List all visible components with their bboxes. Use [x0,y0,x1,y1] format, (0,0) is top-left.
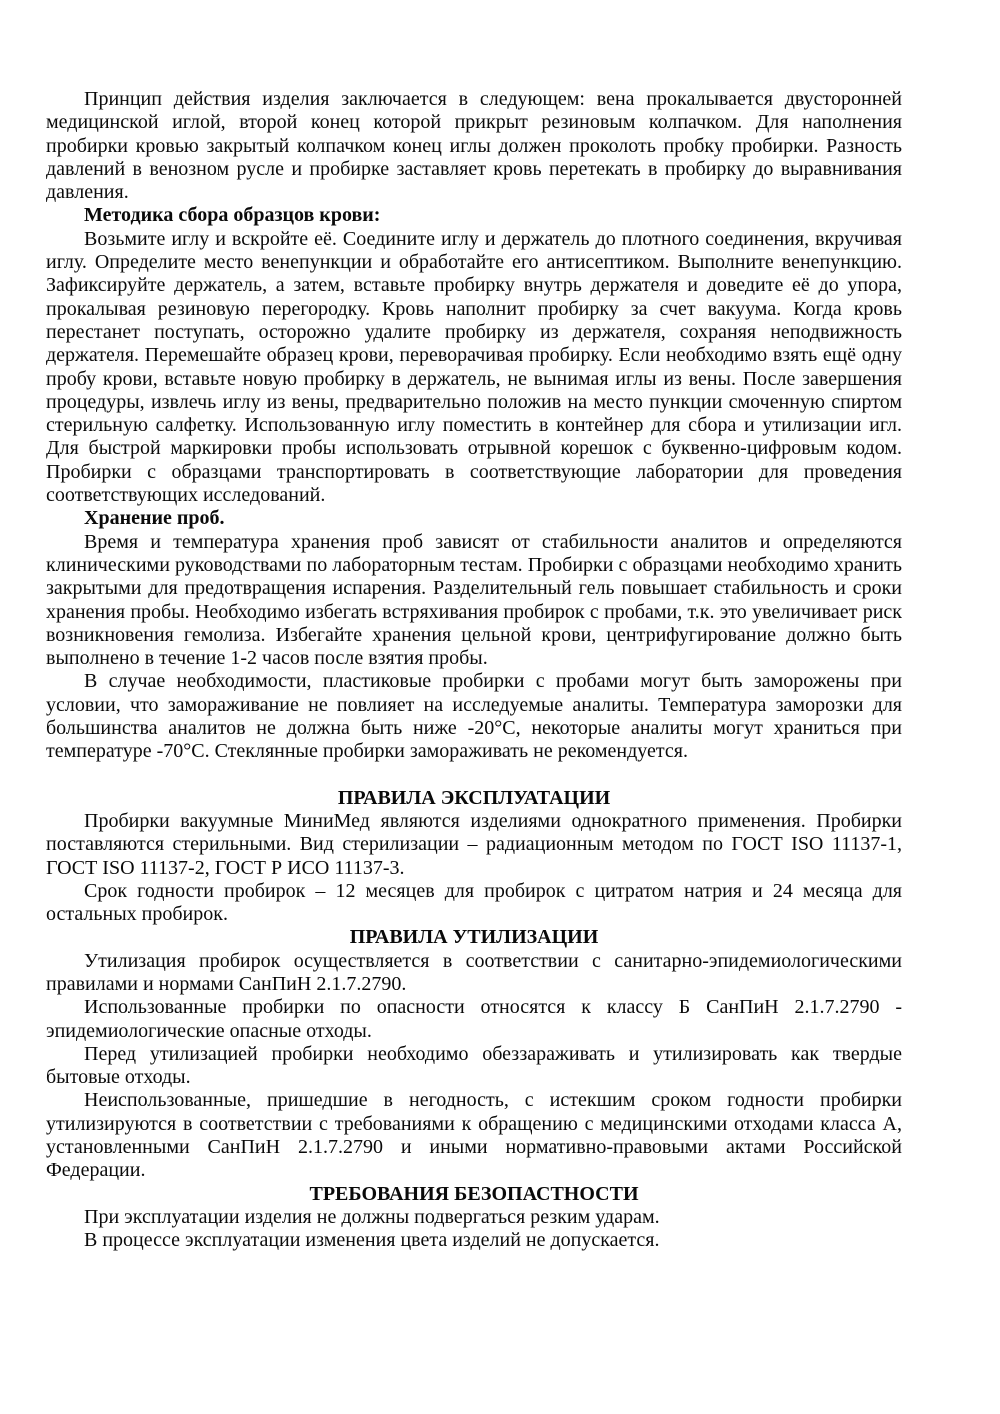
paragraph-collection-procedure: Возьмите иглу и вскройте её. Соедините иглу и держатель до плотного соединения, вкручивая иглу. Определите место венепункции и обработайте его антисептиком. Выполните венепункцию. Зафиксируйте держатель, а затем, вставьте пробирку внутрь держателя и доведите её до упора, прокалывая резиновую перегородку. Кровь наполнит пробирку за счет вакуума. Когда кровь перестанет поступать, осторожно удалите пробирку из держателя, сохраняя неподвижность держателя. Перемешайте образец крови, переворачивая пробирку. Если необходимо взять ещё одну пробу крови, вставьте новую пробирку в держатель, не вынимая иглы из вены. После завершения процедуры, извлечь иглу из вены, предварительно положив на место пункции смоченную спиртом стерильную салфетку. Использованную иглу поместить в контейнер для сбора и утилизации игл. Для быстрой маркировки пробы использовать отрывной корешок с буквенно-цифровым кодом. Пробирки с образцами транспортировать в соответствующие лаборатории для проведения соответствующих исследований. [46,227,902,507]
heading-safety-requirements: ТРЕБОВАНИЯ БЕЗОПАСТНОСТИ [309,1182,639,1205]
paragraph-storage-conditions: Время и температура хранения проб зависят от стабильности аналитов и определяются клиническими руководствами по лабораторным тестам. Пробирки с образцами необходимо хранить закрытыми для предотвращения испарения. Разделительный гель повышает стабильность и сроки хранения пробы. Необходимо избегать встряхивания пробирок с пробами, т.к. это увеличивает риск возникновения гемолиза. Избегайте хранения цельной крови, центрифугирование должно быть выполнено в течение 1-2 часов после взятия пробы. [46,530,902,670]
paragraph-no-color-change: В процессе эксплуатации изменения цвета изделий не допускается. [84,1229,660,1252]
paragraph-unused-tubes-class-a: Неиспользованные, пришедшие в негодность, с истекшим сроком годности пробирки утилизируются в соответствии с требованиями к обращению с медицинскими отходами класса А, установленными СанПиН 2.1.7.2790 и иными нормативно-правовыми актами Российской Федерации. [46,1089,902,1182]
heading-blood-collection-method: Методика сбора образцов крови: [84,204,381,227]
paragraph-freezing-conditions: В случае необходимости, пластиковые пробирки с пробами могут быть заморожены при условии, что замораживание не повлияет на исследуемые аналиты. Температура заморозки для большинства аналитов не должна быть ниже -20°С, некоторые аналиты могут храниться при температуре -70°С. Стеклянные пробирки замораживать не рекомендуется. [46,670,902,763]
heading-sample-storage: Хранение проб. [84,507,225,530]
paragraph-operating-principle: Принцип действия изделия заключается в следующем: вена прокалывается двусторонней медицинской иглой, второй конец которой прикрыт резиновым колпачком. Для наполнения пробирки кровью закрытый колпачком конец иглы должен проколоть пробку пробирки. Разность давлений в венозном русле и пробирке заставляет кровь перетекать в пробирку до выравнивания давления. [46,88,902,204]
paragraph-single-use-sterilization: Пробирки вакуумные МиниМед являются изделиями однократного применения. Пробирки поставляются стерильными. Вид стерилизации – радиационным методом по ГОСТ ISO 11137-1, ГОСТ ISO 11137-2, ГОСТ Р ИСО 11137-3. [46,809,902,879]
heading-disposal-rules: ПРАВИЛА УТИЛИЗАЦИИ [349,926,599,949]
paragraph-disposal-sanpin: Утилизация пробирок осуществляется в соответствии с санитарно-эпидемиологическими правилами и нормами СанПиН 2.1.7.2790. [46,949,902,995]
paragraph-no-sharp-impacts: При эксплуатации изделия не должны подвергаться резким ударам. [84,1205,660,1228]
paragraph-used-tubes-class-b: Использованные пробирки по опасности относятся к классу Б СанПиН 2.1.7.2790 - эпидемиологические опасные отходы. [46,996,902,1042]
paragraph-shelf-life: Срок годности пробирок – 12 месяцев для пробирок с цитратом натрия и 24 месяца для остальных пробирок. [46,879,902,926]
heading-operating-rules: ПРАВИЛА ЭКСПЛУАТАЦИИ [337,786,611,809]
paragraph-disinfection-before-disposal: Перед утилизацией пробирки необходимо обеззараживать и утилизировать как твердые бытовые отходы. [46,1042,902,1089]
